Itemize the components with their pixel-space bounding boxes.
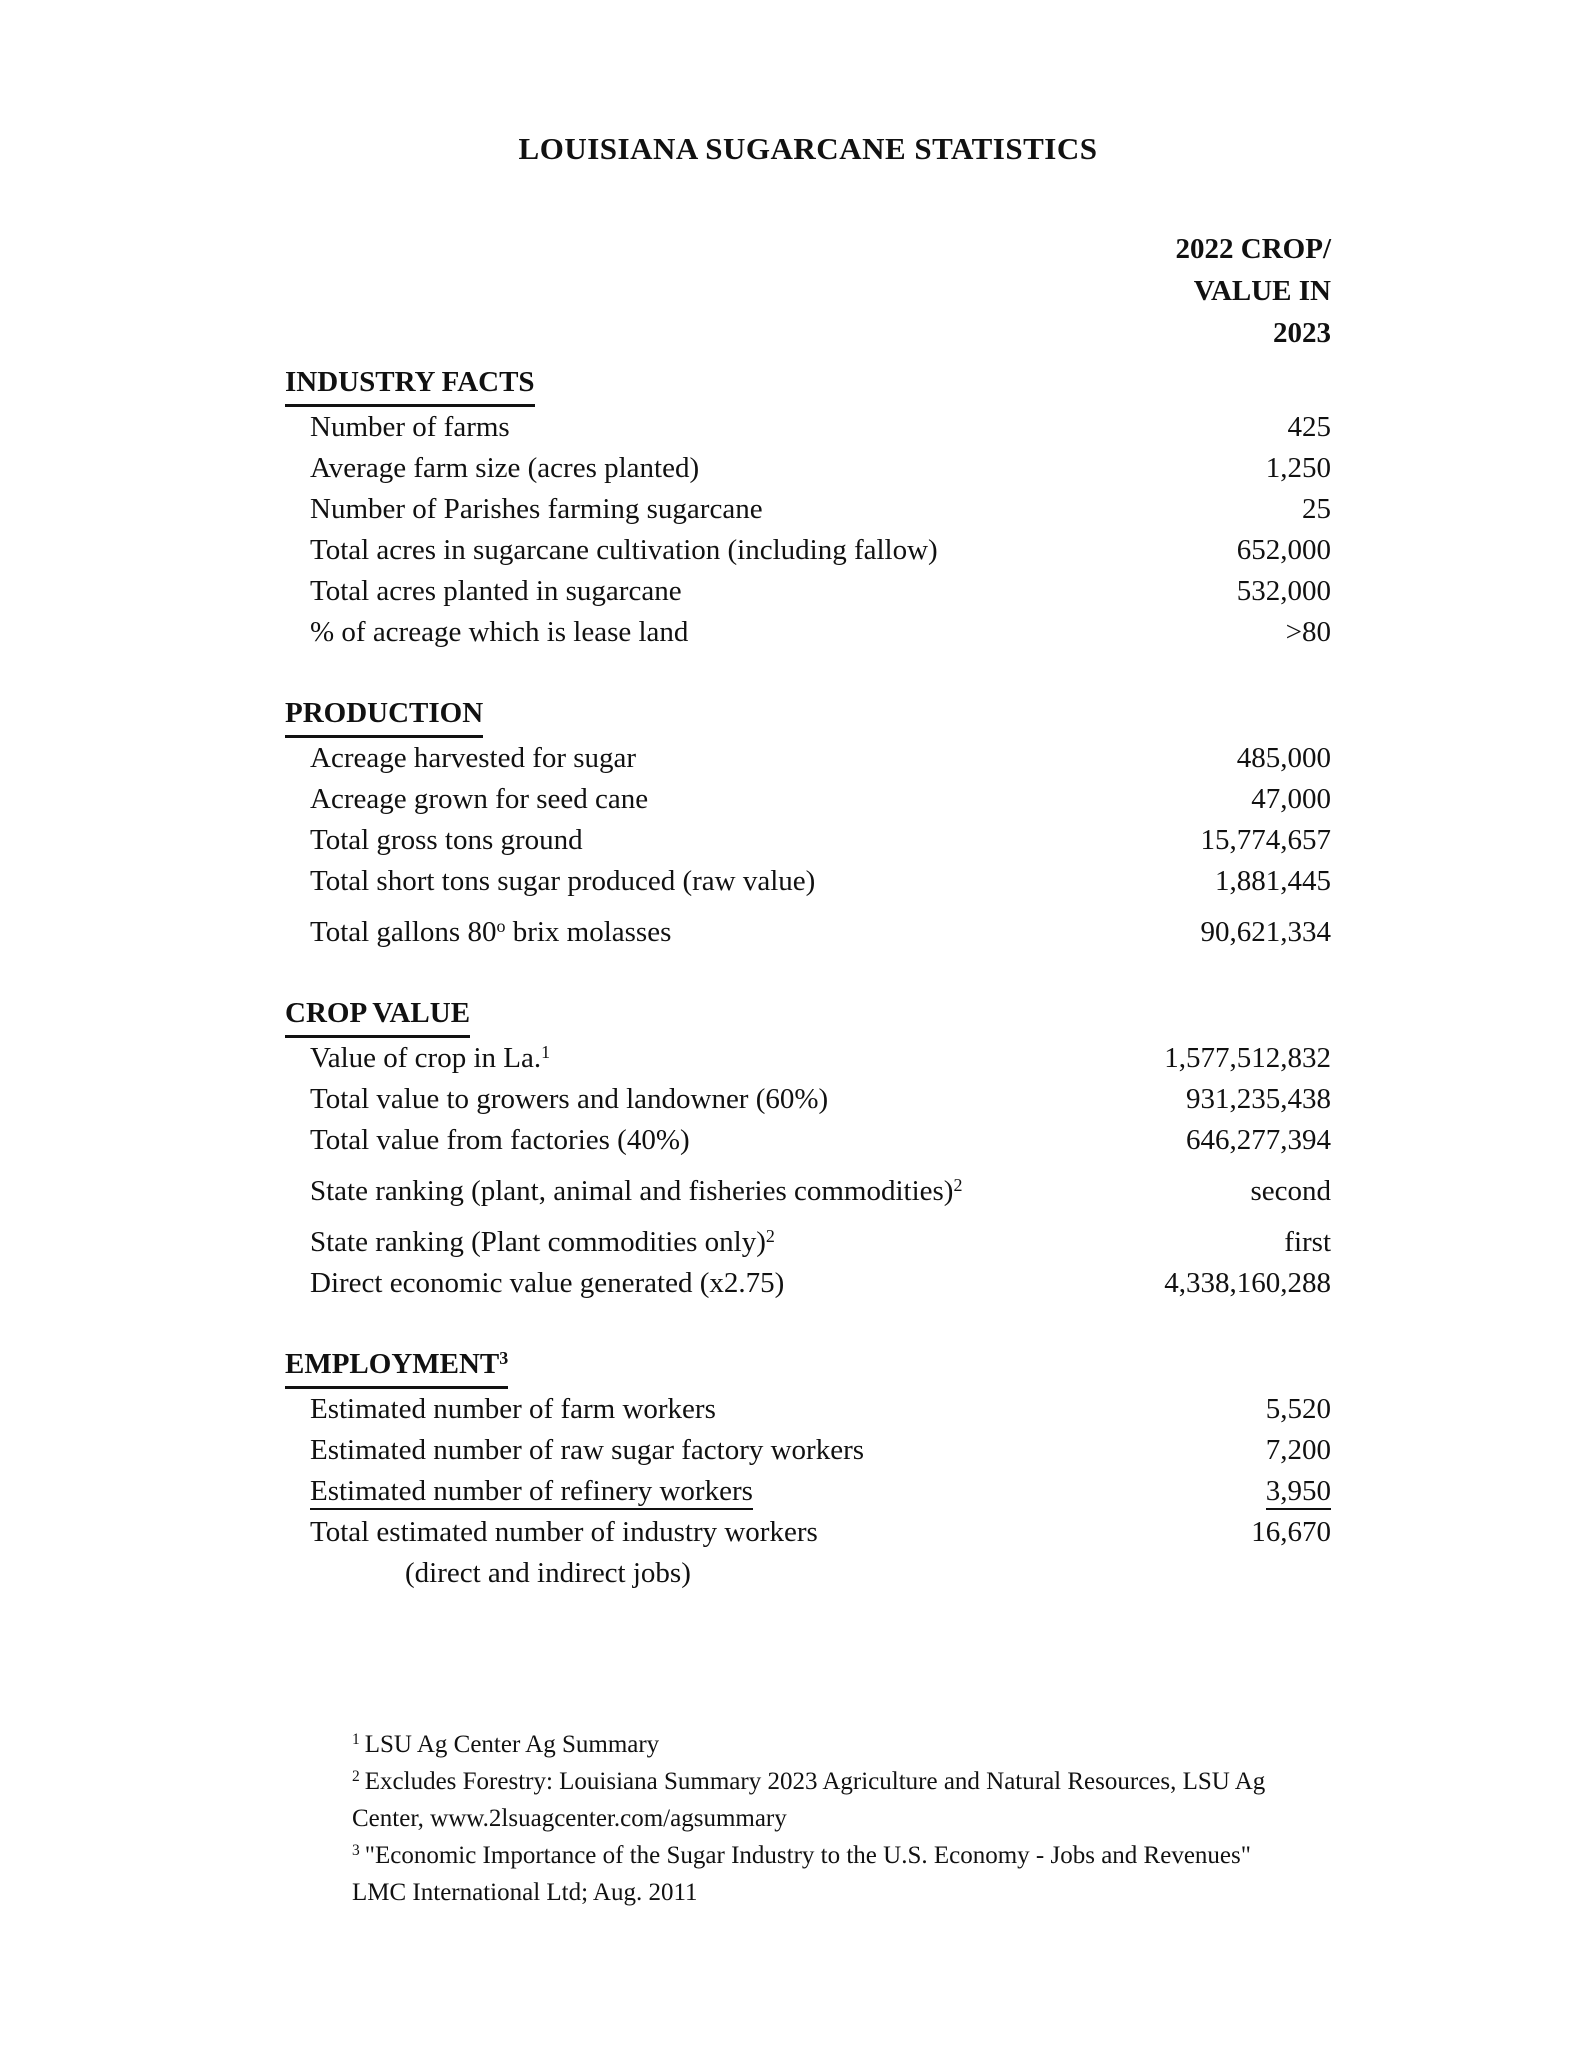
footnote-line: LMC International Ltd; Aug. 2011 <box>352 1879 698 1906</box>
stat-value: 47,000 <box>1251 783 1331 815</box>
document-content <box>285 128 1331 1911</box>
stat-label: Total acres planted in sugarcane <box>310 575 682 607</box>
stat-value: >80 <box>1285 616 1331 648</box>
stat-label: Total gross tons ground <box>310 824 583 856</box>
stat-label: Total value to growers and landowner (60%) <box>310 1083 829 1115</box>
stat-label: State ranking (Plant commodities only)$^2$ <box>310 1226 775 1258</box>
section-employment <box>285 1344 1331 1594</box>
stat-label: Acreage harvested for sugar <box>310 742 637 774</box>
stat-row <box>285 1471 1331 1512</box>
footnote-line: $^3$ "Economic Importance of the Sugar Industry to the U.S. Economy - Jobs and Revenues" <box>352 1842 1251 1869</box>
column-header-line-1: 2022 CROP/ <box>1175 233 1331 265</box>
stat-label: % of acreage which is lease land <box>310 616 689 648</box>
stat-row <box>285 1389 1331 1430</box>
section-production <box>285 693 1331 953</box>
stat-label: State ranking (plant, animal and fisheries commodities)$^2$ <box>310 1175 963 1207</box>
section-heading-production <box>285 693 1331 738</box>
stat-row <box>285 1171 1331 1212</box>
stat-value: 1,577,512,832 <box>1164 1042 1331 1074</box>
section-industry-facts <box>285 362 1331 653</box>
stat-value: 532,000 <box>1236 575 1331 607</box>
stat-label: Estimated number of refinery workers <box>310 1471 753 1512</box>
stat-label: Average farm size (acres planted) <box>310 452 700 484</box>
stat-value: 15,774,657 <box>1200 824 1331 856</box>
section-heading-industry-facts <box>285 362 1331 407</box>
stat-row <box>285 861 1331 902</box>
stat-label: Direct economic value generated (x2.75) <box>310 1267 785 1299</box>
stat-row <box>285 530 1331 571</box>
stat-value: 485,000 <box>1236 742 1331 774</box>
value-column-header <box>285 228 1331 354</box>
stat-row <box>285 1430 1331 1471</box>
section-crop-value <box>285 993 1331 1304</box>
stat-label: Estimated number of raw sugar factory workers <box>310 1434 865 1466</box>
section-heading-text: PRODUCTION <box>285 693 483 738</box>
stat-row <box>285 612 1331 653</box>
stat-value: 1,250 <box>1265 452 1331 484</box>
stat-row <box>285 407 1331 448</box>
section-heading-crop-value <box>285 993 1331 1038</box>
stat-value: 7,200 <box>1265 1434 1331 1466</box>
stat-row <box>285 912 1331 953</box>
footnote-line: Center, www.2lsuagcenter.com/agsummary <box>352 1805 787 1832</box>
page-title: LOUISIANA SUGARCANE STATISTICS <box>518 131 1098 166</box>
stat-value: 5,520 <box>1265 1393 1331 1425</box>
stat-row <box>285 489 1331 530</box>
stat-value: 4,338,160,288 <box>1164 1267 1331 1299</box>
stat-label: Total estimated number of industry workers <box>310 1516 818 1548</box>
stat-label: Total short tons sugar produced (raw value) <box>310 865 816 897</box>
stat-label: Value of crop in La.$^1$ <box>310 1042 551 1074</box>
section-heading-text: CROP VALUE <box>285 993 470 1038</box>
column-header-line-2: VALUE IN <box>1193 275 1331 307</box>
stat-row <box>285 571 1331 612</box>
footnotes <box>352 1726 1337 1911</box>
stat-label: (direct and indirect jobs) <box>405 1557 691 1589</box>
stat-row <box>285 1222 1331 1263</box>
stat-label: Number of Parishes farming sugarcane <box>310 493 763 525</box>
stat-label: Estimated number of farm workers <box>310 1393 716 1425</box>
section-heading-employment <box>285 1344 1331 1389</box>
stat-value: 646,277,394 <box>1186 1124 1331 1156</box>
stat-value: 25 <box>1302 493 1331 525</box>
stat-value: 16,670 <box>1251 1516 1331 1548</box>
stat-value: 425 <box>1287 411 1331 443</box>
section-heading-text: INDUSTRY FACTS <box>285 362 535 407</box>
stat-value: 652,000 <box>1236 534 1331 566</box>
stat-label: Total gallons 80$^o$ brix molasses <box>310 916 672 948</box>
stat-row <box>285 1263 1331 1304</box>
column-header-line-3: 2023 <box>1273 317 1331 349</box>
stat-row <box>285 1512 1331 1553</box>
stat-value: 931,235,438 <box>1186 1083 1331 1115</box>
stat-label: Total value from factories (40%) <box>310 1124 690 1156</box>
stat-row <box>285 1079 1331 1120</box>
stat-label: Number of farms <box>310 411 510 443</box>
stat-row <box>285 448 1331 489</box>
stat-value: 3,950 <box>1266 1471 1331 1512</box>
stat-value: 90,621,334 <box>1200 916 1331 948</box>
stat-value: 1,881,445 <box>1215 865 1331 897</box>
stat-row <box>285 779 1331 820</box>
stat-row <box>285 738 1331 779</box>
stat-value: second <box>1250 1175 1331 1207</box>
footnote-line: $^2$ Excludes Forestry: Louisiana Summary 2023 Agriculture and Natural Resources, LSU Ag <box>352 1768 1266 1795</box>
stat-label: Acreage grown for seed cane <box>310 783 649 815</box>
footnote-line: $^1$ LSU Ag Center Ag Summary <box>352 1731 660 1758</box>
stat-row <box>285 1553 1331 1594</box>
stat-label: Total acres in sugarcane cultivation (including fallow) <box>310 534 938 566</box>
section-heading-text: EMPLOYMENT$^3$ <box>285 1344 508 1389</box>
stat-row <box>285 1038 1331 1079</box>
stat-row <box>285 820 1331 861</box>
stat-row <box>285 1120 1331 1161</box>
stat-value: first <box>1284 1226 1331 1258</box>
